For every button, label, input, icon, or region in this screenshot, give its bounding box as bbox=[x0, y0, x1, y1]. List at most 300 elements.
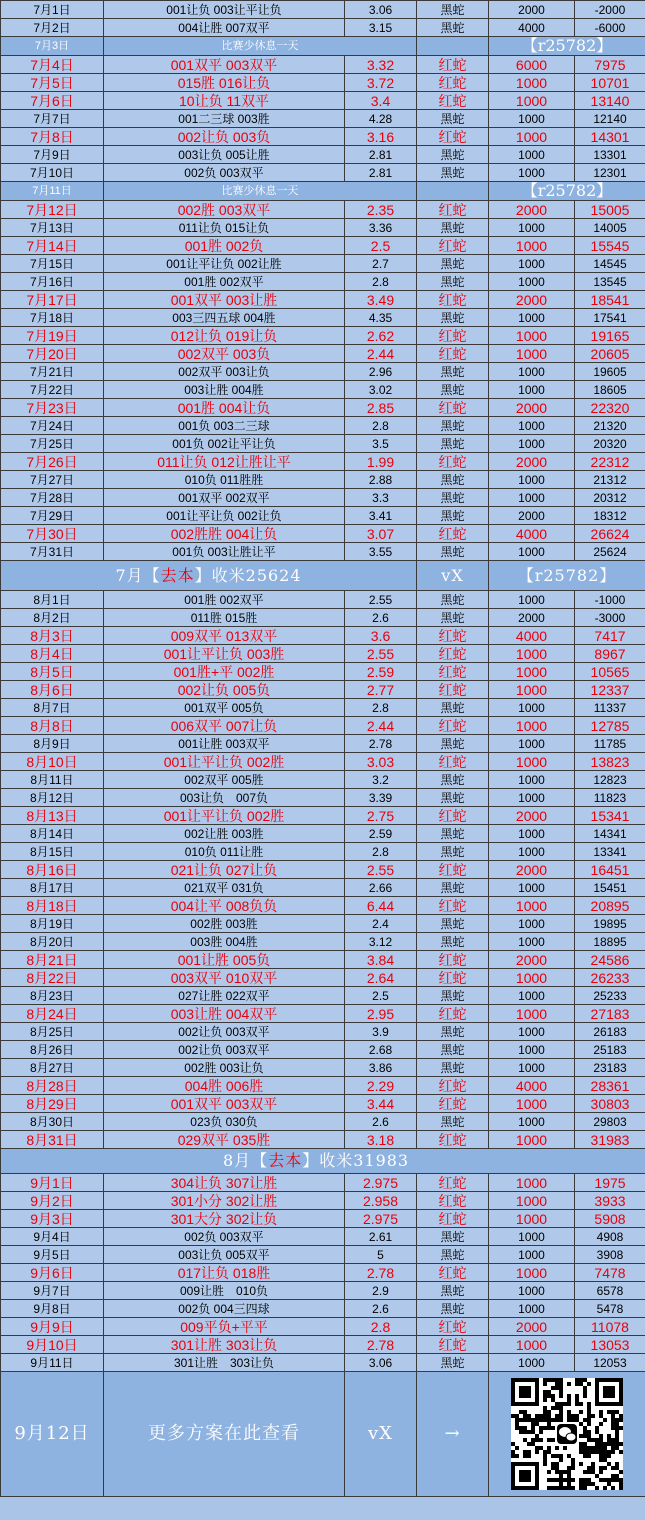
stake-cell: 1000 bbox=[489, 825, 575, 843]
date-cell: 7月2日 bbox=[1, 19, 104, 37]
table-row bbox=[1, 399, 645, 417]
balance-cell: 10701 bbox=[575, 74, 645, 92]
pick-cell: 017让负 018胜 bbox=[104, 1264, 345, 1282]
date-cell: 9月9日 bbox=[1, 1318, 104, 1336]
pick-cell: 021让负 027让负 bbox=[104, 861, 345, 879]
date-cell: 7月7日 bbox=[1, 110, 104, 128]
table-row bbox=[1, 1264, 645, 1282]
date-cell: 8月20日 bbox=[1, 933, 104, 951]
result-cell: 红蛇 bbox=[417, 897, 489, 915]
balance-cell: 14545 bbox=[575, 255, 645, 273]
balance-cell: 25233 bbox=[575, 987, 645, 1005]
result-cell: 黑蛇 bbox=[417, 1228, 489, 1246]
date-cell: 7月30日 bbox=[1, 525, 104, 543]
table-row bbox=[1, 1131, 645, 1149]
table-row bbox=[1, 1077, 645, 1095]
table-row bbox=[1, 807, 645, 825]
odds-cell: 2.8 bbox=[345, 699, 417, 717]
date-cell: 8月30日 bbox=[1, 1113, 104, 1131]
date-cell: 8月12日 bbox=[1, 789, 104, 807]
balance-cell: 22312 bbox=[575, 453, 645, 471]
stake-cell: 1000 bbox=[489, 471, 575, 489]
table-row bbox=[1, 146, 645, 164]
date-cell: 8月28日 bbox=[1, 1077, 104, 1095]
odds-cell: 2.8 bbox=[345, 273, 417, 291]
date-cell: 7月6日 bbox=[1, 92, 104, 110]
table-row bbox=[1, 435, 645, 453]
balance-cell: 18895 bbox=[575, 933, 645, 951]
result-cell: 黑蛇 bbox=[417, 1246, 489, 1264]
result-cell: 黑蛇 bbox=[417, 309, 489, 327]
odds-cell: 2.81 bbox=[345, 146, 417, 164]
pick-cell: 002双平 005胜 bbox=[104, 771, 345, 789]
stake-cell: 1000 bbox=[489, 1264, 575, 1282]
pick-cell: 002双平 003让负 bbox=[104, 363, 345, 381]
footer-vx: vX bbox=[345, 1372, 417, 1497]
balance-cell: 4908 bbox=[575, 1228, 645, 1246]
pick-cell: 002负 003双平 bbox=[104, 164, 345, 182]
table-row bbox=[1, 861, 645, 879]
table-row bbox=[1, 1192, 645, 1210]
balance-cell: 13545 bbox=[575, 273, 645, 291]
odds-cell: 2.44 bbox=[345, 717, 417, 735]
odds-cell: 3.06 bbox=[345, 1354, 417, 1372]
balance-cell: 24586 bbox=[575, 951, 645, 969]
odds-cell: 2.55 bbox=[345, 645, 417, 663]
odds-cell: 2.78 bbox=[345, 1336, 417, 1354]
balance-cell: 15545 bbox=[575, 237, 645, 255]
date-cell: 7月22日 bbox=[1, 381, 104, 399]
result-cell: 黑蛇 bbox=[417, 771, 489, 789]
odds-cell: 3.4 bbox=[345, 92, 417, 110]
pick-cell: 001双平 003双平 bbox=[104, 1095, 345, 1113]
balance-cell: 17541 bbox=[575, 309, 645, 327]
balance-cell: 6578 bbox=[575, 1282, 645, 1300]
odds-cell: 2.29 bbox=[345, 1077, 417, 1095]
odds-cell: 3.18 bbox=[345, 1131, 417, 1149]
stake-cell: 1000 bbox=[489, 915, 575, 933]
odds-cell: 2.55 bbox=[345, 591, 417, 609]
pick-cell: 001胜 004让负 bbox=[104, 399, 345, 417]
result-cell: 黑蛇 bbox=[417, 915, 489, 933]
odds-cell: 3.32 bbox=[345, 56, 417, 74]
result-cell: 黑蛇 bbox=[417, 381, 489, 399]
date-cell: 7月20日 bbox=[1, 345, 104, 363]
pick-cell: 001让负 003让平让负 bbox=[104, 1, 345, 19]
date-cell: 9月1日 bbox=[1, 1174, 104, 1192]
pick-cell: 027让胜 022双平 bbox=[104, 987, 345, 1005]
result-cell: 红蛇 bbox=[417, 663, 489, 681]
stake-cell: 1000 bbox=[489, 1210, 575, 1228]
result-cell: 黑蛇 bbox=[417, 489, 489, 507]
odds-cell: 3.03 bbox=[345, 753, 417, 771]
balance-cell: 25183 bbox=[575, 1041, 645, 1059]
date-cell: 7月5日 bbox=[1, 74, 104, 92]
balance-cell: 26624 bbox=[575, 525, 645, 543]
date-cell: 7月15日 bbox=[1, 255, 104, 273]
table-row bbox=[1, 1095, 645, 1113]
pick-cell: 015胜 016让负 bbox=[104, 74, 345, 92]
date-cell: 7月3日 bbox=[1, 37, 104, 56]
date-cell: 8月18日 bbox=[1, 897, 104, 915]
date-cell: 7月8日 bbox=[1, 128, 104, 146]
date-cell: 8月14日 bbox=[1, 825, 104, 843]
stake-cell: 1000 bbox=[489, 273, 575, 291]
stake-cell: 1000 bbox=[489, 381, 575, 399]
result-cell: 黑蛇 bbox=[417, 219, 489, 237]
pick-cell: 001二三球 003胜 bbox=[104, 110, 345, 128]
odds-cell: 3.02 bbox=[345, 381, 417, 399]
date-cell: 8月19日 bbox=[1, 915, 104, 933]
footer-text: 更多方案在此查看 bbox=[104, 1372, 345, 1497]
stake-cell: 1000 bbox=[489, 219, 575, 237]
odds-cell: 3.06 bbox=[345, 1, 417, 19]
odds-cell: 2.85 bbox=[345, 399, 417, 417]
footer-row bbox=[1, 1372, 645, 1497]
stake-cell: 1000 bbox=[489, 987, 575, 1005]
date-cell: 8月29日 bbox=[1, 1095, 104, 1113]
pick-cell: 002负 004三四球 bbox=[104, 1300, 345, 1318]
pick-cell: 301小分 302让胜 bbox=[104, 1192, 345, 1210]
vx-label: vX bbox=[417, 561, 489, 591]
stake-cell: 1000 bbox=[489, 789, 575, 807]
date-cell: 7月25日 bbox=[1, 435, 104, 453]
date-cell: 8月3日 bbox=[1, 627, 104, 645]
date-cell: 8月17日 bbox=[1, 879, 104, 897]
date-cell: 8月16日 bbox=[1, 861, 104, 879]
stake-cell: 1000 bbox=[489, 92, 575, 110]
balance-cell: 21320 bbox=[575, 417, 645, 435]
summary-post: 】收米25624 bbox=[194, 565, 302, 585]
summary-red: 去本 bbox=[268, 1151, 303, 1170]
summary-red: 去本 bbox=[160, 565, 195, 585]
balance-cell: 29803 bbox=[575, 1113, 645, 1131]
date-cell: 8月8日 bbox=[1, 717, 104, 735]
table-row bbox=[1, 381, 645, 399]
pick-cell: 001让胜 003双平 bbox=[104, 735, 345, 753]
result-cell: 黑蛇 bbox=[417, 471, 489, 489]
result-cell: 黑蛇 bbox=[417, 843, 489, 861]
date-cell: 8月15日 bbox=[1, 843, 104, 861]
balance-cell: -2000 bbox=[575, 1, 645, 19]
balance-cell: 1975 bbox=[575, 1174, 645, 1192]
pick-cell: 001胜+平 002胜 bbox=[104, 663, 345, 681]
table-row bbox=[1, 110, 645, 128]
odds-cell: 2.975 bbox=[345, 1174, 417, 1192]
balance-cell: 13823 bbox=[575, 753, 645, 771]
result-cell: 红蛇 bbox=[417, 92, 489, 110]
pick-cell: 001胜 002负 bbox=[104, 237, 345, 255]
table-row bbox=[1, 1210, 645, 1228]
table-row bbox=[1, 543, 645, 561]
date-cell: 8月11日 bbox=[1, 771, 104, 789]
result-cell: 红蛇 bbox=[417, 861, 489, 879]
pick-cell: 003让胜 004胜 bbox=[104, 381, 345, 399]
pick-cell: 003双平 010双平 bbox=[104, 969, 345, 987]
pick-cell: 003胜 004胜 bbox=[104, 933, 345, 951]
stake-cell: 1000 bbox=[489, 933, 575, 951]
result-cell: 红蛇 bbox=[417, 1095, 489, 1113]
result-cell: 红蛇 bbox=[417, 128, 489, 146]
result-cell: 黑蛇 bbox=[417, 825, 489, 843]
date-cell: 7月1日 bbox=[1, 1, 104, 19]
result-cell: 红蛇 bbox=[417, 399, 489, 417]
date-cell: 7月26日 bbox=[1, 453, 104, 471]
pick-cell: 304让负 307让胜 bbox=[104, 1174, 345, 1192]
pick-cell: 002负 003双平 bbox=[104, 1228, 345, 1246]
stake-cell: 1000 bbox=[489, 771, 575, 789]
date-cell: 9月8日 bbox=[1, 1300, 104, 1318]
odds-cell: 3.49 bbox=[345, 291, 417, 309]
stake-cell: 1000 bbox=[489, 681, 575, 699]
pick-cell: 10让负 11双平 bbox=[104, 92, 345, 110]
odds-cell: 5 bbox=[345, 1246, 417, 1264]
date-cell: 8月21日 bbox=[1, 951, 104, 969]
pick-cell: 021双平 031负 bbox=[104, 879, 345, 897]
stake-cell: 1000 bbox=[489, 1336, 575, 1354]
table-row bbox=[1, 1300, 645, 1318]
stake-cell: 1000 bbox=[489, 1023, 575, 1041]
pick-cell: 002让负 003双平 bbox=[104, 1041, 345, 1059]
odds-cell: 3.16 bbox=[345, 128, 417, 146]
odds-cell: 2.64 bbox=[345, 969, 417, 987]
table-row bbox=[1, 717, 645, 735]
date-cell: 7月17日 bbox=[1, 291, 104, 309]
date-cell: 7月4日 bbox=[1, 56, 104, 74]
rest-note: 比赛少休息一天 bbox=[104, 37, 417, 56]
date-cell: 7月31日 bbox=[1, 543, 104, 561]
pick-cell: 001胜 002双平 bbox=[104, 273, 345, 291]
stake-cell: 1000 bbox=[489, 879, 575, 897]
monthly-summary-row bbox=[1, 561, 645, 591]
odds-cell: 4.35 bbox=[345, 309, 417, 327]
stake-cell: 2000 bbox=[489, 399, 575, 417]
result-cell: 黑蛇 bbox=[417, 987, 489, 1005]
stake-cell: 4000 bbox=[489, 525, 575, 543]
pick-cell: 011胜 015胜 bbox=[104, 609, 345, 627]
pick-cell: 004让平 008负负 bbox=[104, 897, 345, 915]
result-cell: 红蛇 bbox=[417, 969, 489, 987]
odds-cell: 2.8 bbox=[345, 417, 417, 435]
result-cell: 黑蛇 bbox=[417, 1113, 489, 1131]
table-row bbox=[1, 591, 645, 609]
stake-cell: 1000 bbox=[489, 663, 575, 681]
odds-cell: 3.41 bbox=[345, 507, 417, 525]
pick-cell: 001让平让负 002让胜 bbox=[104, 255, 345, 273]
result-cell: 黑蛇 bbox=[417, 273, 489, 291]
rest-note: 比赛少休息一天 bbox=[104, 182, 417, 201]
odds-cell: 3.5 bbox=[345, 435, 417, 453]
table-row bbox=[1, 471, 645, 489]
result-cell: 红蛇 bbox=[417, 1077, 489, 1095]
table-row bbox=[1, 1059, 645, 1077]
balance-cell: 11823 bbox=[575, 789, 645, 807]
stake-cell: 2000 bbox=[489, 861, 575, 879]
balance-cell: -3000 bbox=[575, 609, 645, 627]
odds-cell: 4.28 bbox=[345, 110, 417, 128]
stake-cell: 1000 bbox=[489, 489, 575, 507]
odds-cell: 2.6 bbox=[345, 609, 417, 627]
table-row bbox=[1, 663, 645, 681]
balance-cell: 23183 bbox=[575, 1059, 645, 1077]
table-row bbox=[1, 327, 645, 345]
table-row bbox=[1, 309, 645, 327]
qr-code-image bbox=[511, 1378, 623, 1490]
date-cell: 7月13日 bbox=[1, 219, 104, 237]
odds-cell: 2.44 bbox=[345, 345, 417, 363]
odds-cell: 2.55 bbox=[345, 861, 417, 879]
table-row bbox=[1, 56, 645, 74]
date-cell: 8月2日 bbox=[1, 609, 104, 627]
odds-cell: 2.78 bbox=[345, 1264, 417, 1282]
date-cell: 9月2日 bbox=[1, 1192, 104, 1210]
stake-cell: 1000 bbox=[489, 345, 575, 363]
odds-cell: 2.77 bbox=[345, 681, 417, 699]
pick-cell: 011让负 012让胜让平 bbox=[104, 453, 345, 471]
odds-cell: 2.975 bbox=[345, 1210, 417, 1228]
odds-cell: 2.59 bbox=[345, 825, 417, 843]
stake-cell: 1000 bbox=[489, 1246, 575, 1264]
date-cell: 7月12日 bbox=[1, 201, 104, 219]
result-cell: 黑蛇 bbox=[417, 735, 489, 753]
odds-cell: 2.35 bbox=[345, 201, 417, 219]
result-cell: 黑蛇 bbox=[417, 1300, 489, 1318]
odds-cell: 2.78 bbox=[345, 735, 417, 753]
result-cell: 红蛇 bbox=[417, 1336, 489, 1354]
stake-cell: 1000 bbox=[489, 543, 575, 561]
odds-cell: 3.12 bbox=[345, 933, 417, 951]
result-cell: 红蛇 bbox=[417, 753, 489, 771]
result-cell: 黑蛇 bbox=[417, 699, 489, 717]
table-row bbox=[1, 291, 645, 309]
table-row bbox=[1, 1228, 645, 1246]
balance-cell: 12301 bbox=[575, 164, 645, 182]
date-cell: 8月23日 bbox=[1, 987, 104, 1005]
monthly-summary-row bbox=[1, 1149, 645, 1174]
date-cell: 8月6日 bbox=[1, 681, 104, 699]
stake-cell: 2000 bbox=[489, 507, 575, 525]
balance-cell: 7417 bbox=[575, 627, 645, 645]
odds-cell: 2.6 bbox=[345, 1300, 417, 1318]
stake-cell: 1000 bbox=[489, 1113, 575, 1131]
odds-cell: 2.958 bbox=[345, 1192, 417, 1210]
stake-cell: 2000 bbox=[489, 453, 575, 471]
balance-cell: 3908 bbox=[575, 1246, 645, 1264]
stake-cell: 1000 bbox=[489, 74, 575, 92]
odds-cell: 3.9 bbox=[345, 1023, 417, 1041]
stake-cell: 2000 bbox=[489, 1318, 575, 1336]
pick-cell: 301让胜 303让负 bbox=[104, 1336, 345, 1354]
pick-cell: 029双平 035胜 bbox=[104, 1131, 345, 1149]
table-row bbox=[1, 255, 645, 273]
stake-cell: 4000 bbox=[489, 1077, 575, 1095]
wechat-qr-code[interactable] bbox=[511, 1378, 623, 1490]
pick-cell: 001负 002让平让负 bbox=[104, 435, 345, 453]
stake-cell: 1000 bbox=[489, 309, 575, 327]
odds-cell: 2.95 bbox=[345, 1005, 417, 1023]
odds-cell: 2.96 bbox=[345, 363, 417, 381]
table-row bbox=[1, 879, 645, 897]
stake-cell: 2000 bbox=[489, 1, 575, 19]
date-cell: 9月7日 bbox=[1, 1282, 104, 1300]
table-row bbox=[1, 273, 645, 291]
table-row bbox=[1, 201, 645, 219]
result-cell: 黑蛇 bbox=[417, 789, 489, 807]
date-cell: 8月7日 bbox=[1, 699, 104, 717]
stake-cell: 1000 bbox=[489, 699, 575, 717]
balance-cell: 11337 bbox=[575, 699, 645, 717]
summary-text bbox=[1, 1149, 645, 1174]
balance-cell: 31983 bbox=[575, 1131, 645, 1149]
result-cell: 红蛇 bbox=[417, 327, 489, 345]
table-row bbox=[1, 219, 645, 237]
stake-cell: 1000 bbox=[489, 1192, 575, 1210]
result-cell: 红蛇 bbox=[417, 807, 489, 825]
stake-cell: 2000 bbox=[489, 201, 575, 219]
stake-cell: 1000 bbox=[489, 255, 575, 273]
stake-cell: 1000 bbox=[489, 969, 575, 987]
pick-cell: 001让平让负 002让负 bbox=[104, 507, 345, 525]
result-cell: 红蛇 bbox=[417, 951, 489, 969]
pick-cell: 001胜 002双平 bbox=[104, 591, 345, 609]
pick-cell: 003让胜 004双平 bbox=[104, 1005, 345, 1023]
table-row bbox=[1, 1354, 645, 1372]
odds-cell: 2.6 bbox=[345, 1113, 417, 1131]
result-cell: 红蛇 bbox=[417, 645, 489, 663]
table-row bbox=[1, 825, 645, 843]
odds-cell: 3.3 bbox=[345, 489, 417, 507]
result-cell: 黑蛇 bbox=[417, 879, 489, 897]
table-row bbox=[1, 1246, 645, 1264]
result-cell: 黑蛇 bbox=[417, 543, 489, 561]
odds-cell: 2.7 bbox=[345, 255, 417, 273]
stake-cell: 1000 bbox=[489, 128, 575, 146]
date-cell: 9月3日 bbox=[1, 1210, 104, 1228]
odds-cell: 2.66 bbox=[345, 879, 417, 897]
stake-cell: 1000 bbox=[489, 735, 575, 753]
stake-cell: 1000 bbox=[489, 1005, 575, 1023]
result-cell: 红蛇 bbox=[417, 201, 489, 219]
stake-cell: 1000 bbox=[489, 1059, 575, 1077]
date-cell: 8月4日 bbox=[1, 645, 104, 663]
result-cell: 红蛇 bbox=[417, 1210, 489, 1228]
balance-cell: 22320 bbox=[575, 399, 645, 417]
table-row bbox=[1, 735, 645, 753]
result-cell: 红蛇 bbox=[417, 237, 489, 255]
stake-cell: 4000 bbox=[489, 627, 575, 645]
pick-cell: 001让平让负 002胜 bbox=[104, 807, 345, 825]
balance-cell: -1000 bbox=[575, 591, 645, 609]
date-cell: 7月18日 bbox=[1, 309, 104, 327]
date-cell: 9月10日 bbox=[1, 1336, 104, 1354]
result-cell: 黑蛇 bbox=[417, 1041, 489, 1059]
result-cell: 红蛇 bbox=[417, 291, 489, 309]
stake-cell: 1000 bbox=[489, 717, 575, 735]
balance-cell: 21312 bbox=[575, 471, 645, 489]
summary-pre: 8月【 bbox=[223, 1151, 269, 1170]
stake-cell: 1000 bbox=[489, 591, 575, 609]
result-cell: 红蛇 bbox=[417, 1318, 489, 1336]
odds-cell: 3.55 bbox=[345, 543, 417, 561]
pick-cell: 010负 011让胜 bbox=[104, 843, 345, 861]
odds-cell: 3.2 bbox=[345, 771, 417, 789]
date-cell: 7月11日 bbox=[1, 182, 104, 201]
stake-cell: 4000 bbox=[489, 19, 575, 37]
balance-cell: 20312 bbox=[575, 489, 645, 507]
balance-cell: 12785 bbox=[575, 717, 645, 735]
balance-cell: 16451 bbox=[575, 861, 645, 879]
stake-cell: 1000 bbox=[489, 363, 575, 381]
